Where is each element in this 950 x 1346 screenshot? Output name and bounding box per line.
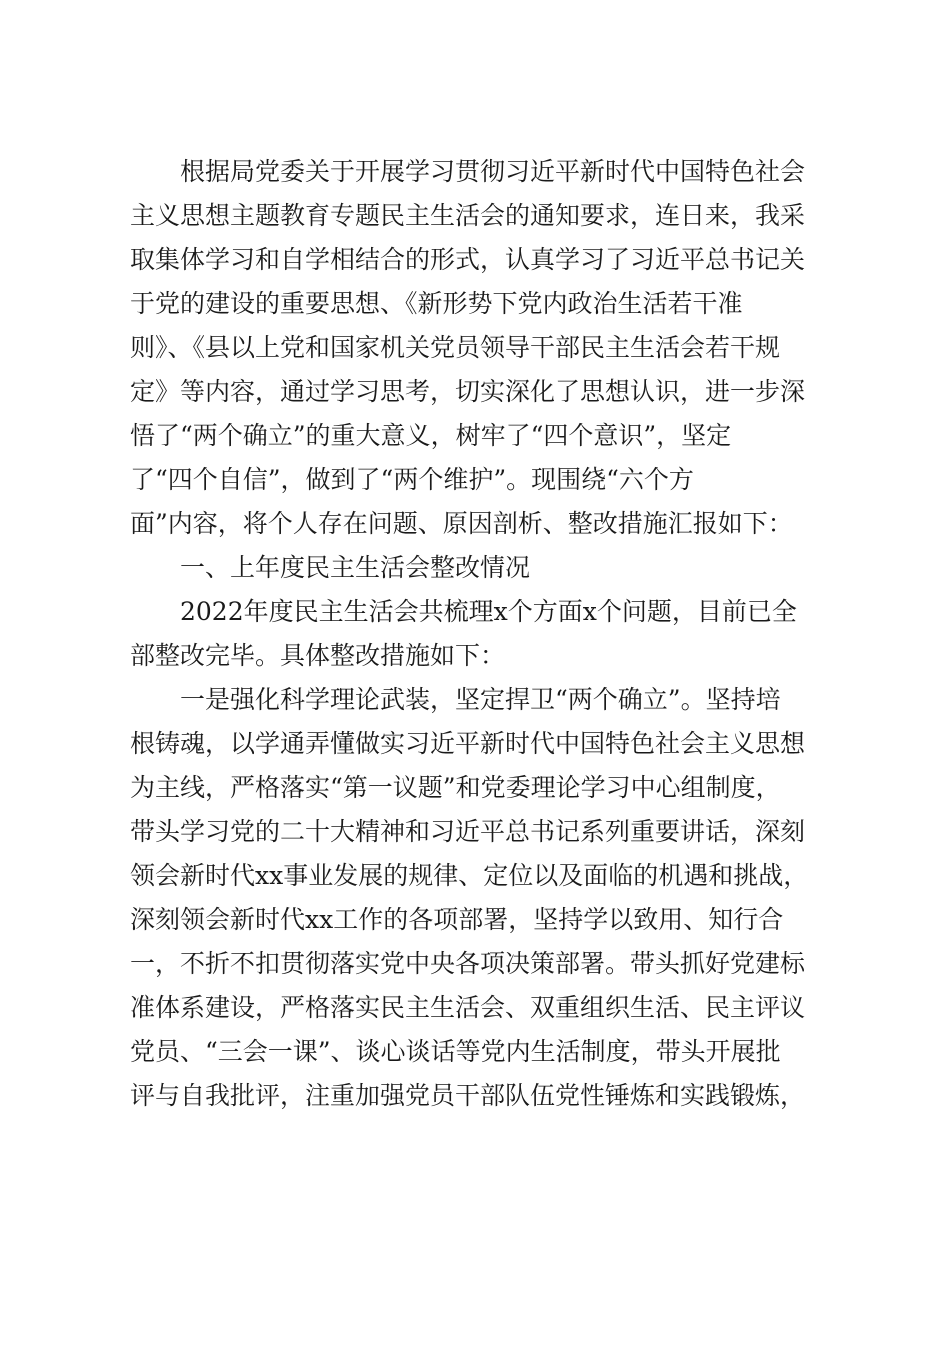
paragraph-line: 2022年度民主生活会共梳理x个方面x个问题，目前已全 — [180, 597, 797, 626]
paragraph-line: 根铸魂，以学通弄懂做实习近平新时代中国特色社会主义思想 — [130, 729, 806, 758]
paragraph-line: 准体系建设，严格落实民主生活会、双重组织生活、民主评议 — [130, 993, 806, 1022]
paragraph-line: 评与自我批评，注重加强党员干部队伍党性锤炼和实践锻炼， — [130, 1081, 806, 1110]
paragraph-line: 深刻领会新时代xx工作的各项部署，坚持学以致用、知行合 — [130, 905, 784, 934]
paragraph-line: 一，不折不扣贯彻落实党中央各项决策部署。带头抓好党建标 — [130, 949, 806, 978]
paragraph-line: 于党的建设的重要思想、《新形势下党内政治生活若干准 — [130, 289, 743, 318]
paragraph-line: 党员、“三会一课”、谈心谈话等党内生活制度，带头开展批 — [130, 1037, 781, 1066]
paragraph-line: 悟了“两个确立”的重大意义，树牢了“四个意识”，坚定 — [130, 421, 732, 450]
paragraph-line: 根据局党委关于开展学习贯彻习近平新时代中国特色社会 — [180, 157, 806, 186]
paragraph-line: 了“四个自信”，做到了“两个维护”。现围绕“六个方 — [130, 465, 694, 494]
paragraph-line: 带头学习党的二十大精神和习近平总书记系列重要讲话，深刻 — [130, 817, 806, 846]
paragraph-line: 领会新时代xx事业发展的规律、定位以及面临的机遇和挑战， — [130, 861, 809, 890]
paragraph-line: 面”内容，将个人存在问题、原因剖析、整改措施汇报如下： — [130, 509, 793, 538]
paragraph-line: 定》等内容，通过学习思考，切实深化了思想认识，进一步深 — [130, 377, 806, 406]
paragraph-line: 主义思想主题教育专题民主生活会的通知要求，连日来，我采 — [130, 201, 806, 230]
paragraph-line: 取集体学习和自学相结合的形式，认真学习了习近平总书记关 — [130, 245, 806, 274]
section-heading: 一、上年度民主生活会整改情况 — [180, 553, 531, 582]
paragraph-line: 则》、《县以上党和国家机关党员领导干部民主生活会若干规 — [130, 333, 781, 362]
paragraph-line: 为主线，严格落实“第一议题”和党委理论学习中心组制度， — [130, 773, 781, 802]
document-body — [130, 150, 830, 1118]
paragraph-line: 部整改完毕。具体整改措施如下： — [130, 641, 506, 670]
paragraph-line: 一是强化科学理论武装，坚定捍卫“两个确立”。坚持培 — [180, 685, 781, 714]
